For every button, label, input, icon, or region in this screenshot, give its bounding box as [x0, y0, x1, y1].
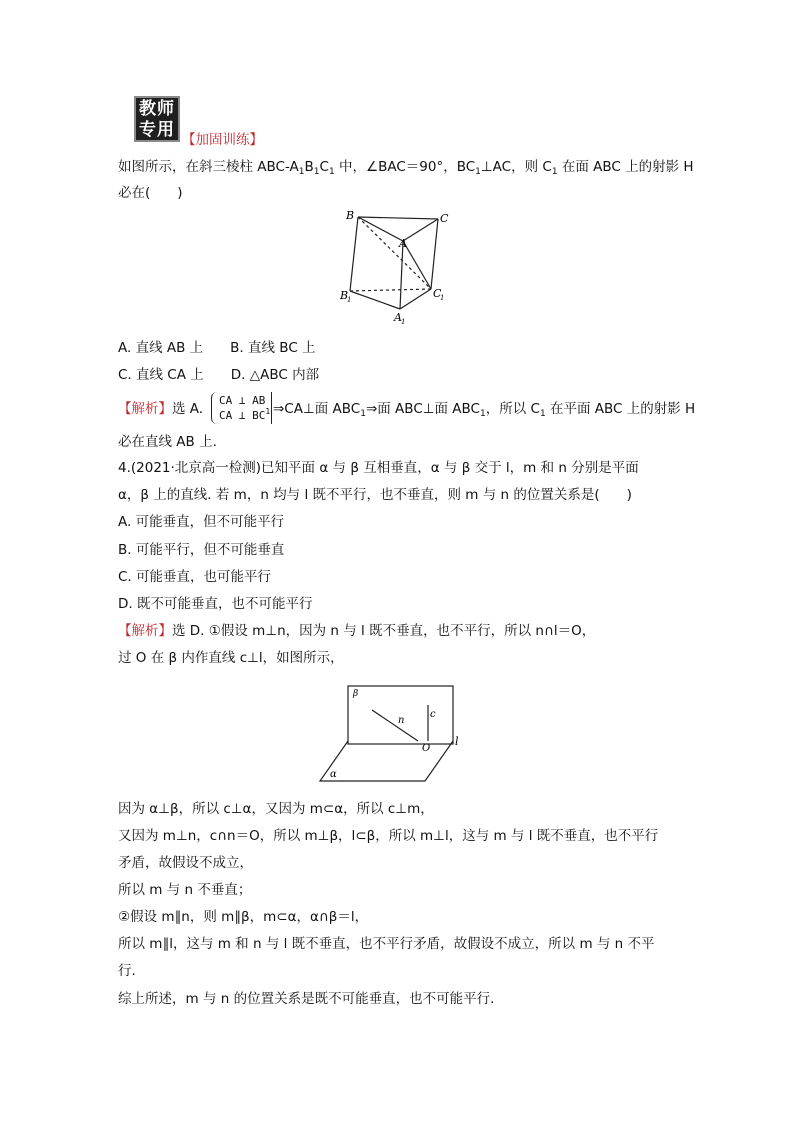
- q4-answer-line-2: 过 O 在 β 内作直线 c⊥l，如图所示，: [118, 650, 344, 666]
- q3-answer-line-2: 必在直线 AB 上.: [118, 434, 217, 450]
- q4-option-a: A. 可能垂直，但不可能平行: [118, 514, 285, 530]
- q3-options-line-2: C. 直线 CA 上 D. △ABC 内部: [118, 367, 320, 383]
- q4-solution-line-5: ②假设 m∥n，则 m∥β，m⊂α，α∩β＝l，: [118, 909, 369, 925]
- label-n: n: [398, 715, 405, 726]
- q3-stem-line-1: 如图所示，在斜三棱柱 ABC-$A_1B_1C_1$ 中，∠BAC＝90°，$BC_1\perp AC$，则 $C_1$ 在面 ABC 上的射影 H: [118, 159, 694, 177]
- planes-figure: [310, 683, 480, 787]
- brace-row-1: CA ⊥ AB: [219, 394, 266, 407]
- q4-solution-line-6: 所以 m∥l，这与 m 和 n 与 l 既不垂直，也不平行矛盾，故假设不成立，所以 m 与 n 不平: [118, 936, 655, 952]
- label-B1-sub: 1: [347, 296, 352, 304]
- label-B1: B: [340, 289, 349, 302]
- badge-line-1: 教师: [139, 99, 175, 119]
- label-A1: A: [394, 311, 402, 324]
- q4-solution-line-2: 又因为 m⊥n，c∩n＝O，所以 m⊥β，l⊂β，所以 m⊥l，这与 m 与 l 既不垂直，也不平行: [118, 828, 659, 844]
- right-bar: [267, 392, 272, 424]
- prism-figure: [330, 205, 470, 325]
- label-c: c: [430, 709, 436, 720]
- q4-answer-line-1: 【解析】选 D. ①假设 m⊥n，因为 n 与 l 既不垂直，也不平行，所以 n∩l＝O，: [118, 623, 596, 639]
- q3-answer-line-1-rest: ⇒CA⊥面 $ABC_1\Rightarrow$面 ABC⊥面 $ABC_1$，所以 $C_1$ 在平面 ABC 上的射影 H: [273, 401, 696, 419]
- q4-stem-line-1: 4.(2021·北京高一检测)已知平面 α 与 β 互相垂直，α 与 β 交于 l，m 和 n 分别是平面: [118, 460, 639, 476]
- q3-stem-line-2: 必在( ): [118, 185, 183, 201]
- q3-options-line-1: A. 直线 AB 上 B. 直线 BC 上: [118, 340, 316, 356]
- q4-solution-line-1: 因为 α⊥β，所以 c⊥α，又因为 m⊂α，所以 c⊥m，: [118, 801, 434, 817]
- label-l: l: [455, 735, 459, 748]
- q4-option-d: D. 既不可能垂直，也不可能平行: [118, 596, 313, 612]
- q3-brace-system: [211, 392, 271, 426]
- label-C1-sub: 1: [440, 294, 445, 302]
- label-C: C: [440, 212, 449, 225]
- brace-row-2: CA ⊥ $BC^1$: [219, 407, 271, 422]
- label-O: O: [422, 743, 431, 754]
- q4-option-b: B. 可能平行，但不可能垂直: [118, 542, 285, 558]
- label-beta: β: [353, 689, 359, 699]
- badge-line-2: 专用: [139, 120, 175, 140]
- left-brace: [211, 392, 218, 424]
- label-B: B: [346, 209, 355, 222]
- q4-stem-line-2: α，β 上的直线. 若 m，n 均与 l 既不平行，也不垂直，则 m 与 n 的位置关系是( ): [118, 487, 632, 503]
- q4-solution-line-7: 行.: [118, 963, 136, 979]
- label-A1-sub: 1: [401, 318, 406, 325]
- q4-option-c: C. 可能垂直，也可能平行: [118, 569, 272, 585]
- label-C1: C: [433, 287, 442, 300]
- q4-solution-line-4: 所以 m 与 n 不垂直；: [118, 882, 252, 898]
- section-tag: 【加固训练】: [182, 132, 263, 148]
- label-A: A: [399, 237, 407, 250]
- label-alpha: α: [330, 769, 337, 780]
- q4-solution-line-3: 矛盾，故假设不成立，: [118, 855, 253, 871]
- q3-answer-line-1: 【解析】选 A.: [118, 401, 204, 417]
- q4-solution-line-8: 综上所述，m 与 n 的位置关系是既不可能垂直，也不可能平行.: [118, 991, 495, 1007]
- teacher-only-badge: [134, 96, 180, 142]
